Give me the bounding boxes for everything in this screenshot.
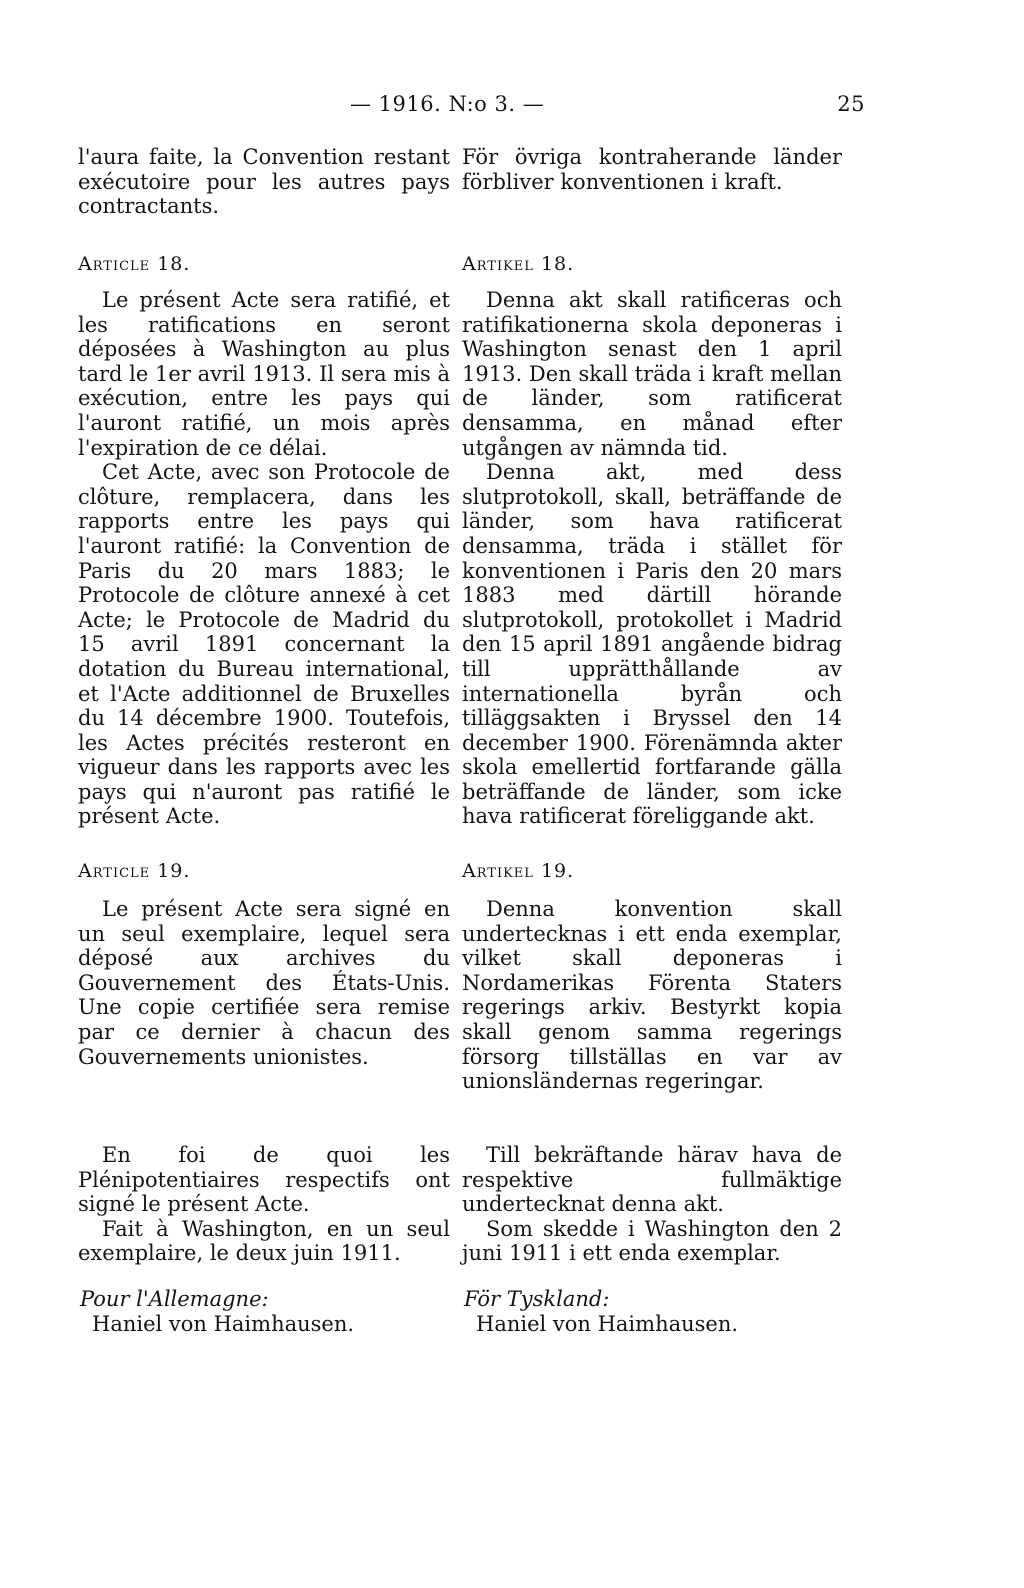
swedish-article-18-paragraph-1: Denna akt skall ratificeras och ratifikationerna skola deponeras i Washington senast den 1 april 1913. Den skall träda i kraft mellan de länder, som ratificerat densamma, en månad efter utgången av nämnda tid. xyxy=(462,288,842,460)
swedish-article-19-heading: Artikel 19. xyxy=(462,860,575,882)
french-article-18-paragraph-1: Le présent Acte sera ratifié, et les ratifications en seront déposées à Washington au plus tard le 1er avril 1913. Il sera mis à exécution, entre les pays qui l'auront ratifié, un mois après l'expiration de ce délai. xyxy=(78,288,450,460)
page-number: 25 xyxy=(837,92,865,116)
french-article-18-paragraph-2: Cet Acte, avec son Protocole de clôture, remplacera, dans les rapports entre les pays qui l'auront ratifié: la Convention de Paris du 20 mars 1883; le Protocole de clôture annexé à cet Acte; le Protocole de Madrid du 15 avril 1891 concernant la dotation du Bureau international, et l'Acte additionnel de Bruxelles du 14 décembre 1900. Toutefois, les Actes précités resteront en vigueur dans les rapports avec les pays qui n'auront pas ratifié le présent Acte. xyxy=(78,460,450,829)
swedish-article-19-paragraph: Denna konvention skall undertecknas i ett enda exemplar, vilket skall deponeras i Nordamerikas Förenta Staters regerings arkiv. Bestyrkt kopia skall genom samma regerings försorg tillställas en var av unionsländernas regeringar. xyxy=(462,897,842,1094)
swedish-closing-paragraph-1: Till bekräftande härav hava de respektive fullmäktige undertecknat denna akt. xyxy=(462,1143,842,1217)
swedish-signer-name: Haniel von Haimhausen. xyxy=(476,1311,739,1336)
french-intro-text: l'aura faite, la Convention restant exécutoire pour les autres pays contractants. xyxy=(78,145,450,219)
swedish-article-18-heading: Artikel 18. xyxy=(462,253,575,275)
swedish-intro-text: För övriga kontraherande länder förbliver konventionen i kraft. xyxy=(462,145,842,194)
running-head-title: — 1916. N:o 3. — xyxy=(350,92,545,116)
swedish-signer-country: För Tyskland: xyxy=(464,1287,610,1311)
swedish-article-18-paragraph-2: Denna akt, med dess slutprotokoll, skall, beträffande de länder, som hava ratificerat densamma, träda i stället för konventionen i Paris den 20 mars 1883 med därtill hörande slutprotokoll, protokollet i Madrid den 15 april 1891 angående bidrag till upprätthållande av internationella byrån och tilläggsakten i Bryssel den 14 december 1900. Förenämnda akter skola emellertid fortfarande gälla beträffande de länder, som icke hava ratificerat föreliggande akt. xyxy=(462,460,842,829)
swedish-closing-paragraph-2: Som skedde i Washington den 2 juni 1911 i ett enda exemplar. xyxy=(462,1216,842,1266)
running-head xyxy=(350,92,865,116)
french-article-18-heading: Article 18. xyxy=(78,253,191,275)
french-closing-paragraph-2: Fait à Washington, en un seul exemplaire, le deux juin 1911. xyxy=(78,1216,450,1266)
french-signer-country: Pour l'Allemagne: xyxy=(80,1287,269,1311)
french-article-19-paragraph: Le présent Acte sera signé en un seul exemplaire, lequel sera déposé aux archives du Gouvernement des États-Unis. Une copie certifiée sera remise par ce dernier à chacun des Gouvernements unionistes. xyxy=(78,897,450,1069)
french-closing-paragraph-1: En foi de quoi les Plénipotentiaires respectifs ont signé le présent Acte. xyxy=(78,1143,450,1217)
french-article-19-heading: Article 19. xyxy=(78,860,191,882)
french-signer-name: Haniel von Haimhausen. xyxy=(92,1311,355,1336)
